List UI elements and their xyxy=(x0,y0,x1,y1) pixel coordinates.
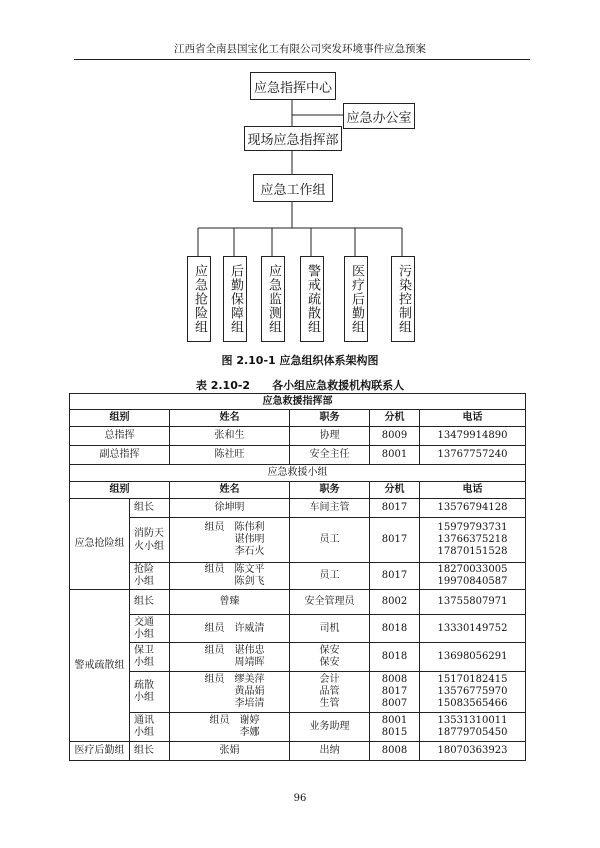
table-header-row xyxy=(70,410,526,427)
cell-phone: 15170182415 13576775970 15083565466 xyxy=(420,672,526,713)
chart-node-group-rescue: 应急抢险组 xyxy=(187,256,211,342)
cell-duty: 出纳 xyxy=(290,742,370,761)
cell-phone: 13576794128 xyxy=(420,499,526,518)
cell-ext: 8001 xyxy=(370,446,420,465)
cell-ext: 8018 xyxy=(370,643,420,672)
page-header: 江西省全南县国宝化工有限公司突发环境事件应急预案 xyxy=(174,43,426,55)
chart-node-group-logistics: 后勤保障组 xyxy=(223,256,247,342)
member-names: 陈伟利 谌伟明 李石火 xyxy=(234,522,265,557)
section-title-groups: 应急救援小组 xyxy=(70,465,526,482)
table-row xyxy=(70,427,526,446)
table-row xyxy=(70,590,526,615)
cell-duty: 保安 保安 xyxy=(290,643,370,672)
cell-name: 徐坤明 xyxy=(170,499,290,518)
cell-group-rescue: 应急抢险组 xyxy=(70,499,130,590)
member-role: 组员 xyxy=(209,715,230,726)
cell-ext: 8008 8017 8007 xyxy=(370,672,420,713)
cell-ext: 8018 xyxy=(370,615,420,643)
cell-subgroup: 消防天火小组 xyxy=(130,518,170,563)
figure-caption: 图 2.10-1 应急组织体系架构图 xyxy=(221,354,379,367)
cell-duty: 车间主管 xyxy=(290,499,370,518)
col-header-name: 姓名 xyxy=(170,410,290,427)
col-header-phone: 电话 xyxy=(420,410,526,427)
col-header-duty: 职务 xyxy=(290,410,370,427)
cell-name xyxy=(170,713,290,742)
cell-ext: 8017 xyxy=(370,499,420,518)
table-section-row xyxy=(70,465,526,482)
chart-node-group-pollution: 污染控制组 xyxy=(391,256,415,342)
table-caption: 表 2.10-2 各小组应急救援机构联系人 xyxy=(195,379,405,392)
table-header-row xyxy=(70,482,526,499)
member-names: 许威清 xyxy=(234,622,265,634)
cell-name: 曾臻 xyxy=(170,590,290,615)
cell-group-evacuation: 警戒疏散组 xyxy=(70,590,130,742)
cell-name xyxy=(170,518,290,563)
cell-group: 总指挥 xyxy=(70,427,170,446)
cell-ext: 8017 xyxy=(370,563,420,590)
cell-duty: 业务助理 xyxy=(290,713,370,742)
cell-phone: 13330149752 xyxy=(420,615,526,643)
cell-group: 副总指挥 xyxy=(70,446,170,465)
cell-duty: 司机 xyxy=(290,615,370,643)
cell-duty: 协理 xyxy=(290,427,370,446)
table-row xyxy=(70,446,526,465)
table-row xyxy=(70,672,526,713)
chart-node-site-command: 现场应急指挥部 xyxy=(244,126,342,151)
cell-phone: 15979793731 13766375218 17870151528 xyxy=(420,518,526,563)
table-section-row xyxy=(70,394,526,410)
cell-duty: 员工 xyxy=(290,563,370,590)
cell-subgroup: 组长 xyxy=(130,742,170,761)
cell-subgroup: 疏散 小组 xyxy=(130,672,170,713)
table-row xyxy=(70,518,526,563)
col-header-group: 组别 xyxy=(70,410,170,427)
contact-table xyxy=(69,393,526,761)
cell-duty: 安全管理员 xyxy=(290,590,370,615)
col-header-phone: 电话 xyxy=(420,482,526,499)
col-header-name: 姓名 xyxy=(170,482,290,499)
section-title-command: 应急救援指挥部 xyxy=(70,394,526,410)
cell-phone: 13755807971 xyxy=(420,590,526,615)
member-names: 谢婷 李娜 xyxy=(239,715,260,738)
cell-name xyxy=(170,672,290,713)
member-role: 组员 xyxy=(204,522,225,533)
cell-name xyxy=(170,615,290,643)
member-names: 谌伟忠 周靖晖 xyxy=(234,645,265,668)
chart-node-group-medical: 医疗后勤组 xyxy=(344,256,368,342)
cell-ext: 8017 xyxy=(370,518,420,563)
cell-phone: 13479914890 xyxy=(420,427,526,446)
member-role: 组员 xyxy=(204,645,225,656)
table-row xyxy=(70,563,526,590)
cell-duty: 员工 xyxy=(290,518,370,563)
member-role: 组员 xyxy=(204,564,225,575)
cell-subgroup: 通讯 小组 xyxy=(130,713,170,742)
chart-node-work-group: 应急工作组 xyxy=(253,174,333,202)
cell-name: 陈社旺 xyxy=(170,446,290,465)
page-number: 96 xyxy=(293,793,307,804)
cell-phone: 13531310011 18779705450 xyxy=(420,713,526,742)
cell-ext: 8009 xyxy=(370,427,420,446)
chart-node-emergency-office: 应急办公室 xyxy=(343,103,415,129)
table-row xyxy=(70,643,526,672)
cell-subgroup: 组长 xyxy=(130,499,170,518)
cell-subgroup: 交通 小组 xyxy=(130,615,170,643)
table-row xyxy=(70,499,526,518)
col-header-ext: 分机 xyxy=(370,482,420,499)
member-role: 组员 xyxy=(204,674,225,685)
cell-subgroup: 组长 xyxy=(130,590,170,615)
chart-node-group-evacuation: 警戒疏散组 xyxy=(300,256,324,342)
col-header-ext: 分机 xyxy=(370,410,420,427)
cell-phone: 18070363923 xyxy=(420,742,526,761)
table-row xyxy=(70,713,526,742)
cell-group-medical: 医疗后勤组 xyxy=(70,742,130,761)
table-row xyxy=(70,742,526,761)
table-row xyxy=(70,615,526,643)
cell-subgroup: 保卫 小组 xyxy=(130,643,170,672)
cell-duty: 会计 品管 生管 xyxy=(290,672,370,713)
cell-ext: 8001 8015 xyxy=(370,713,420,742)
cell-phone: 13767757240 xyxy=(420,446,526,465)
col-header-duty: 职务 xyxy=(290,482,370,499)
cell-name xyxy=(170,643,290,672)
cell-name: 张和生 xyxy=(170,427,290,446)
member-names: 陈文平 陈剑飞 xyxy=(234,564,265,587)
chart-node-group-monitoring: 应急监测组 xyxy=(261,256,285,342)
cell-name xyxy=(170,563,290,590)
cell-ext: 8008 xyxy=(370,742,420,761)
cell-name: 张娟 xyxy=(170,742,290,761)
col-header-group: 组别 xyxy=(70,482,170,499)
member-role: 组员 xyxy=(204,622,225,634)
cell-duty: 安全主任 xyxy=(290,446,370,465)
cell-phone: 18270033005 19970840587 xyxy=(420,563,526,590)
cell-ext: 8002 xyxy=(370,590,420,615)
cell-phone: 13698056291 xyxy=(420,643,526,672)
member-names: 缪美萍 黄晶娟 李培清 xyxy=(234,674,265,709)
chart-node-command-center: 应急指挥中心 xyxy=(250,72,336,100)
cell-subgroup: 抢险 小组 xyxy=(130,563,170,590)
